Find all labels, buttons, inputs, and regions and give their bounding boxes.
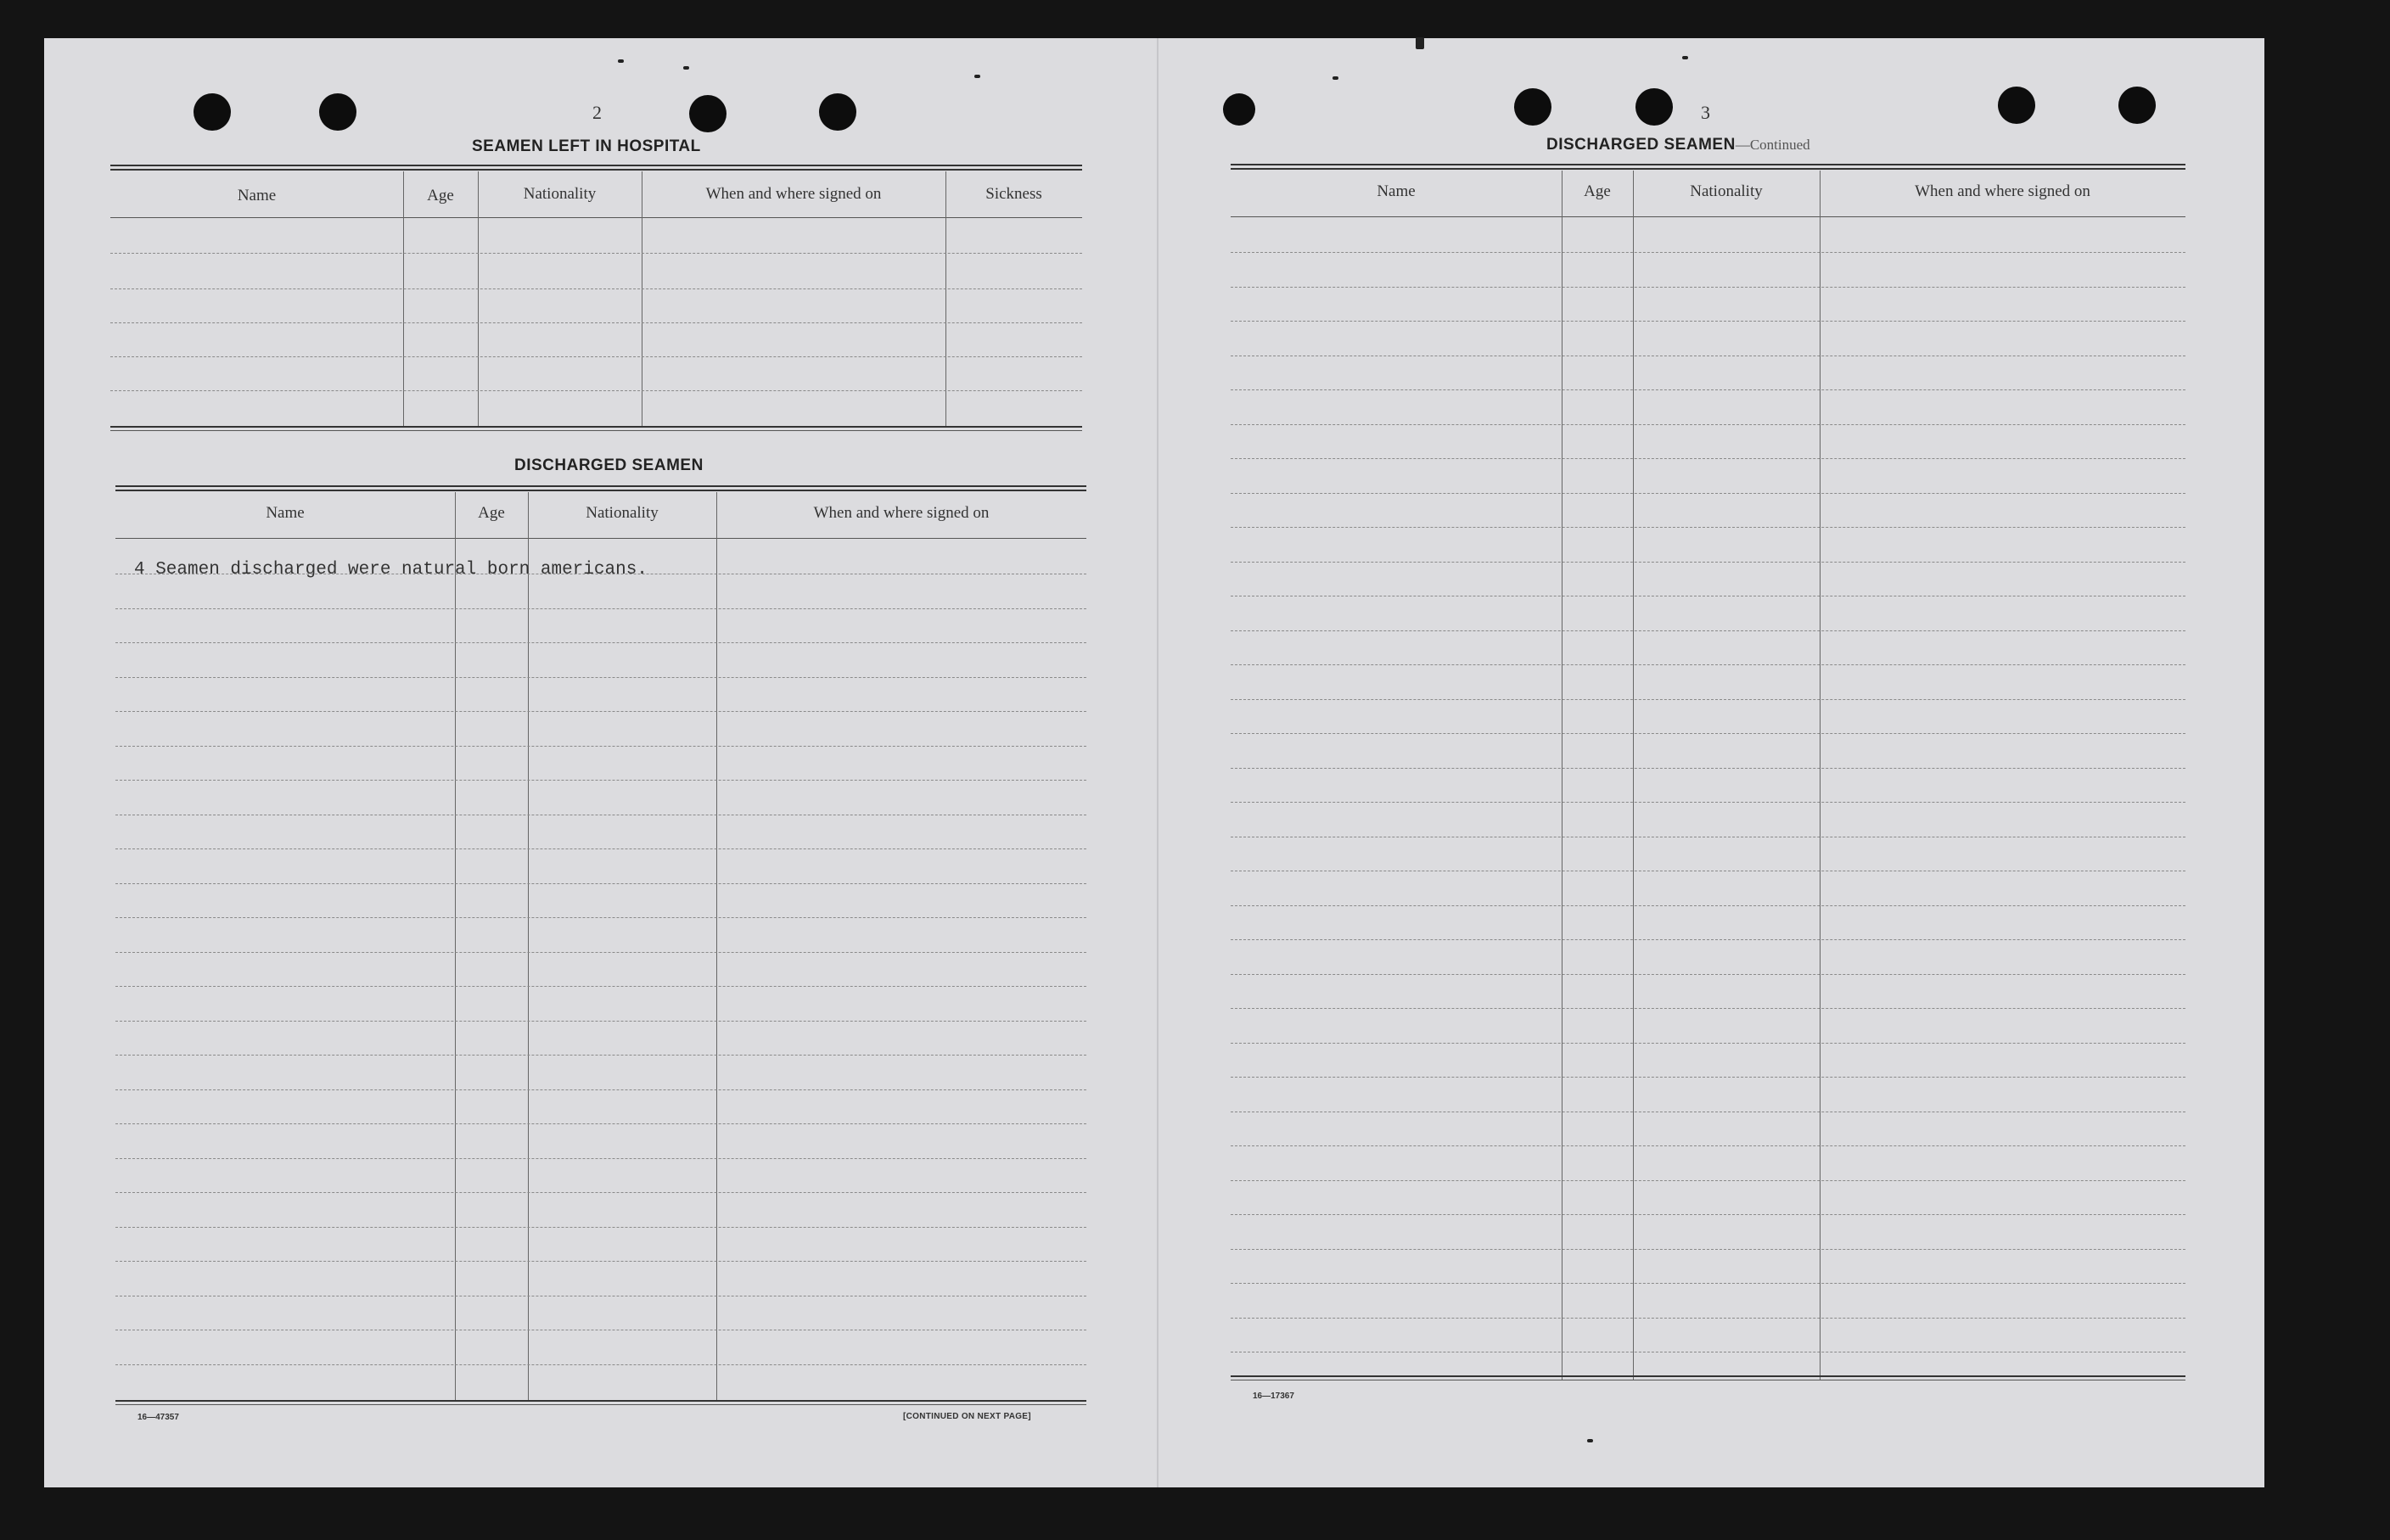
form-number: 16—47357	[137, 1413, 179, 1422]
table-top-rule	[115, 485, 1086, 491]
ruled-line	[1231, 1008, 2185, 1009]
typed-entry: 4 Seamen discharged were natural born americans.	[134, 560, 648, 580]
binder-hole	[819, 93, 856, 131]
ruled-line	[115, 711, 1086, 712]
ruled-line	[1231, 287, 2185, 288]
ruled-line	[115, 1158, 1086, 1159]
ruled-line	[115, 1089, 1086, 1090]
binder-hole	[689, 95, 727, 132]
ruled-line	[1231, 905, 2185, 906]
column-divider	[945, 171, 946, 426]
ruled-line	[1231, 630, 2185, 631]
page-number: 2	[592, 102, 602, 123]
column-divider	[455, 492, 456, 1402]
header-underline	[1231, 216, 2185, 217]
form-number: 16—17367	[1253, 1392, 1294, 1401]
col-header-sickness: Sickness	[985, 185, 1042, 203]
ruled-line	[1231, 424, 2185, 425]
ruled-line	[1231, 1077, 2185, 1078]
col-header-name: Name	[266, 504, 305, 522]
ruled-line	[1231, 562, 2185, 563]
ruled-line	[115, 1364, 1086, 1365]
ruled-line	[1231, 493, 2185, 494]
table-row	[110, 288, 1082, 289]
hospital-table	[110, 165, 1082, 436]
continued-note: [CONTINUED ON NEXT PAGE]	[903, 1412, 1031, 1421]
ruled-line	[115, 1261, 1086, 1262]
ruled-line	[1231, 1249, 2185, 1250]
binder-hole	[194, 93, 231, 131]
ruled-line	[115, 746, 1086, 747]
table-top-rule	[110, 165, 1082, 171]
discharged-continued-table	[1231, 164, 2185, 1389]
ruled-line	[1231, 699, 2185, 700]
page-number: 3	[1701, 102, 1710, 123]
ruled-line	[115, 883, 1086, 884]
ruled-line	[1231, 974, 2185, 975]
ink-speck	[1587, 1439, 1593, 1442]
ruled-line	[1231, 458, 2185, 459]
ruled-line	[1231, 1043, 2185, 1044]
ruled-line	[1231, 252, 2185, 253]
ruled-line	[115, 780, 1086, 781]
ruled-line	[1231, 1145, 2185, 1146]
col-header-signed-on: When and where signed on	[1915, 182, 2090, 200]
ruled-line	[1231, 664, 2185, 665]
ruled-line	[115, 1055, 1086, 1056]
ruled-line	[115, 848, 1086, 849]
column-divider	[478, 171, 479, 426]
heading-text: DISCHARGED SEAMEN	[1546, 136, 1736, 154]
col-header-signed-on: When and where signed on	[705, 185, 882, 203]
ink-speck	[1416, 37, 1424, 49]
header-underline	[110, 217, 1082, 218]
table-top-rule	[1231, 164, 2185, 170]
col-header-age: Age	[427, 187, 454, 204]
col-header-nationality: Nationality	[586, 504, 659, 522]
ruled-line	[115, 677, 1086, 678]
ruled-line	[115, 917, 1086, 918]
col-header-age: Age	[1584, 182, 1611, 200]
ruled-line	[1231, 733, 2185, 734]
ruled-line	[1231, 1318, 2185, 1319]
heading-suffix: —Continued	[1735, 137, 1810, 153]
table-row	[110, 322, 1082, 323]
column-divider	[403, 171, 404, 426]
binder-hole	[319, 93, 356, 131]
binder-hole	[1223, 93, 1255, 126]
ruled-line	[115, 1021, 1086, 1022]
ruled-line	[115, 1192, 1086, 1193]
binder-hole	[1635, 88, 1673, 126]
col-header-nationality: Nationality	[523, 185, 597, 203]
table-row	[110, 253, 1082, 254]
binder-hole	[2118, 87, 2156, 124]
col-header-signed-on: When and where signed on	[813, 504, 990, 522]
ruled-line	[1231, 802, 2185, 803]
discharged-continued-heading	[1546, 136, 1810, 154]
ink-speck	[1332, 76, 1338, 80]
ruled-line	[115, 608, 1086, 609]
ink-speck	[618, 59, 624, 63]
ink-speck	[974, 75, 980, 78]
column-divider	[1820, 171, 1821, 1380]
ruled-line	[115, 1123, 1086, 1124]
column-divider	[1633, 171, 1634, 1380]
col-header-name: Name	[1377, 182, 1416, 200]
ruled-line	[1231, 389, 2185, 390]
ink-speck	[683, 66, 689, 70]
binder-hole	[1998, 87, 2035, 124]
ruled-line	[1231, 1180, 2185, 1181]
ruled-line	[1231, 1283, 2185, 1284]
header-underline	[115, 538, 1086, 539]
col-header-age: Age	[478, 504, 505, 522]
table-row	[110, 356, 1082, 357]
ruled-line	[1231, 939, 2185, 940]
ruled-line	[1231, 1214, 2185, 1215]
column-divider	[716, 492, 717, 1402]
page-fold	[1157, 38, 1159, 1487]
table-bottom-rule	[110, 426, 1082, 431]
ruled-line	[115, 952, 1086, 953]
ruled-line	[1231, 321, 2185, 322]
column-divider	[528, 492, 529, 1402]
ruled-line	[1231, 527, 2185, 528]
hospital-section-heading: SEAMEN LEFT IN HOSPITAL	[472, 137, 701, 155]
table-row	[110, 390, 1082, 391]
discharged-section-heading: DISCHARGED SEAMEN	[514, 456, 704, 474]
ruled-line	[115, 986, 1086, 987]
discharged-table	[115, 485, 1086, 1408]
ruled-line	[1231, 768, 2185, 769]
ink-speck	[1682, 56, 1688, 59]
col-header-nationality: Nationality	[1690, 182, 1763, 200]
binder-hole	[1514, 88, 1551, 126]
table-bottom-rule	[115, 1400, 1086, 1405]
ruled-line	[115, 1227, 1086, 1228]
ruled-line	[115, 642, 1086, 643]
table-bottom-rule	[1231, 1375, 2185, 1380]
col-header-name: Name	[237, 187, 277, 204]
